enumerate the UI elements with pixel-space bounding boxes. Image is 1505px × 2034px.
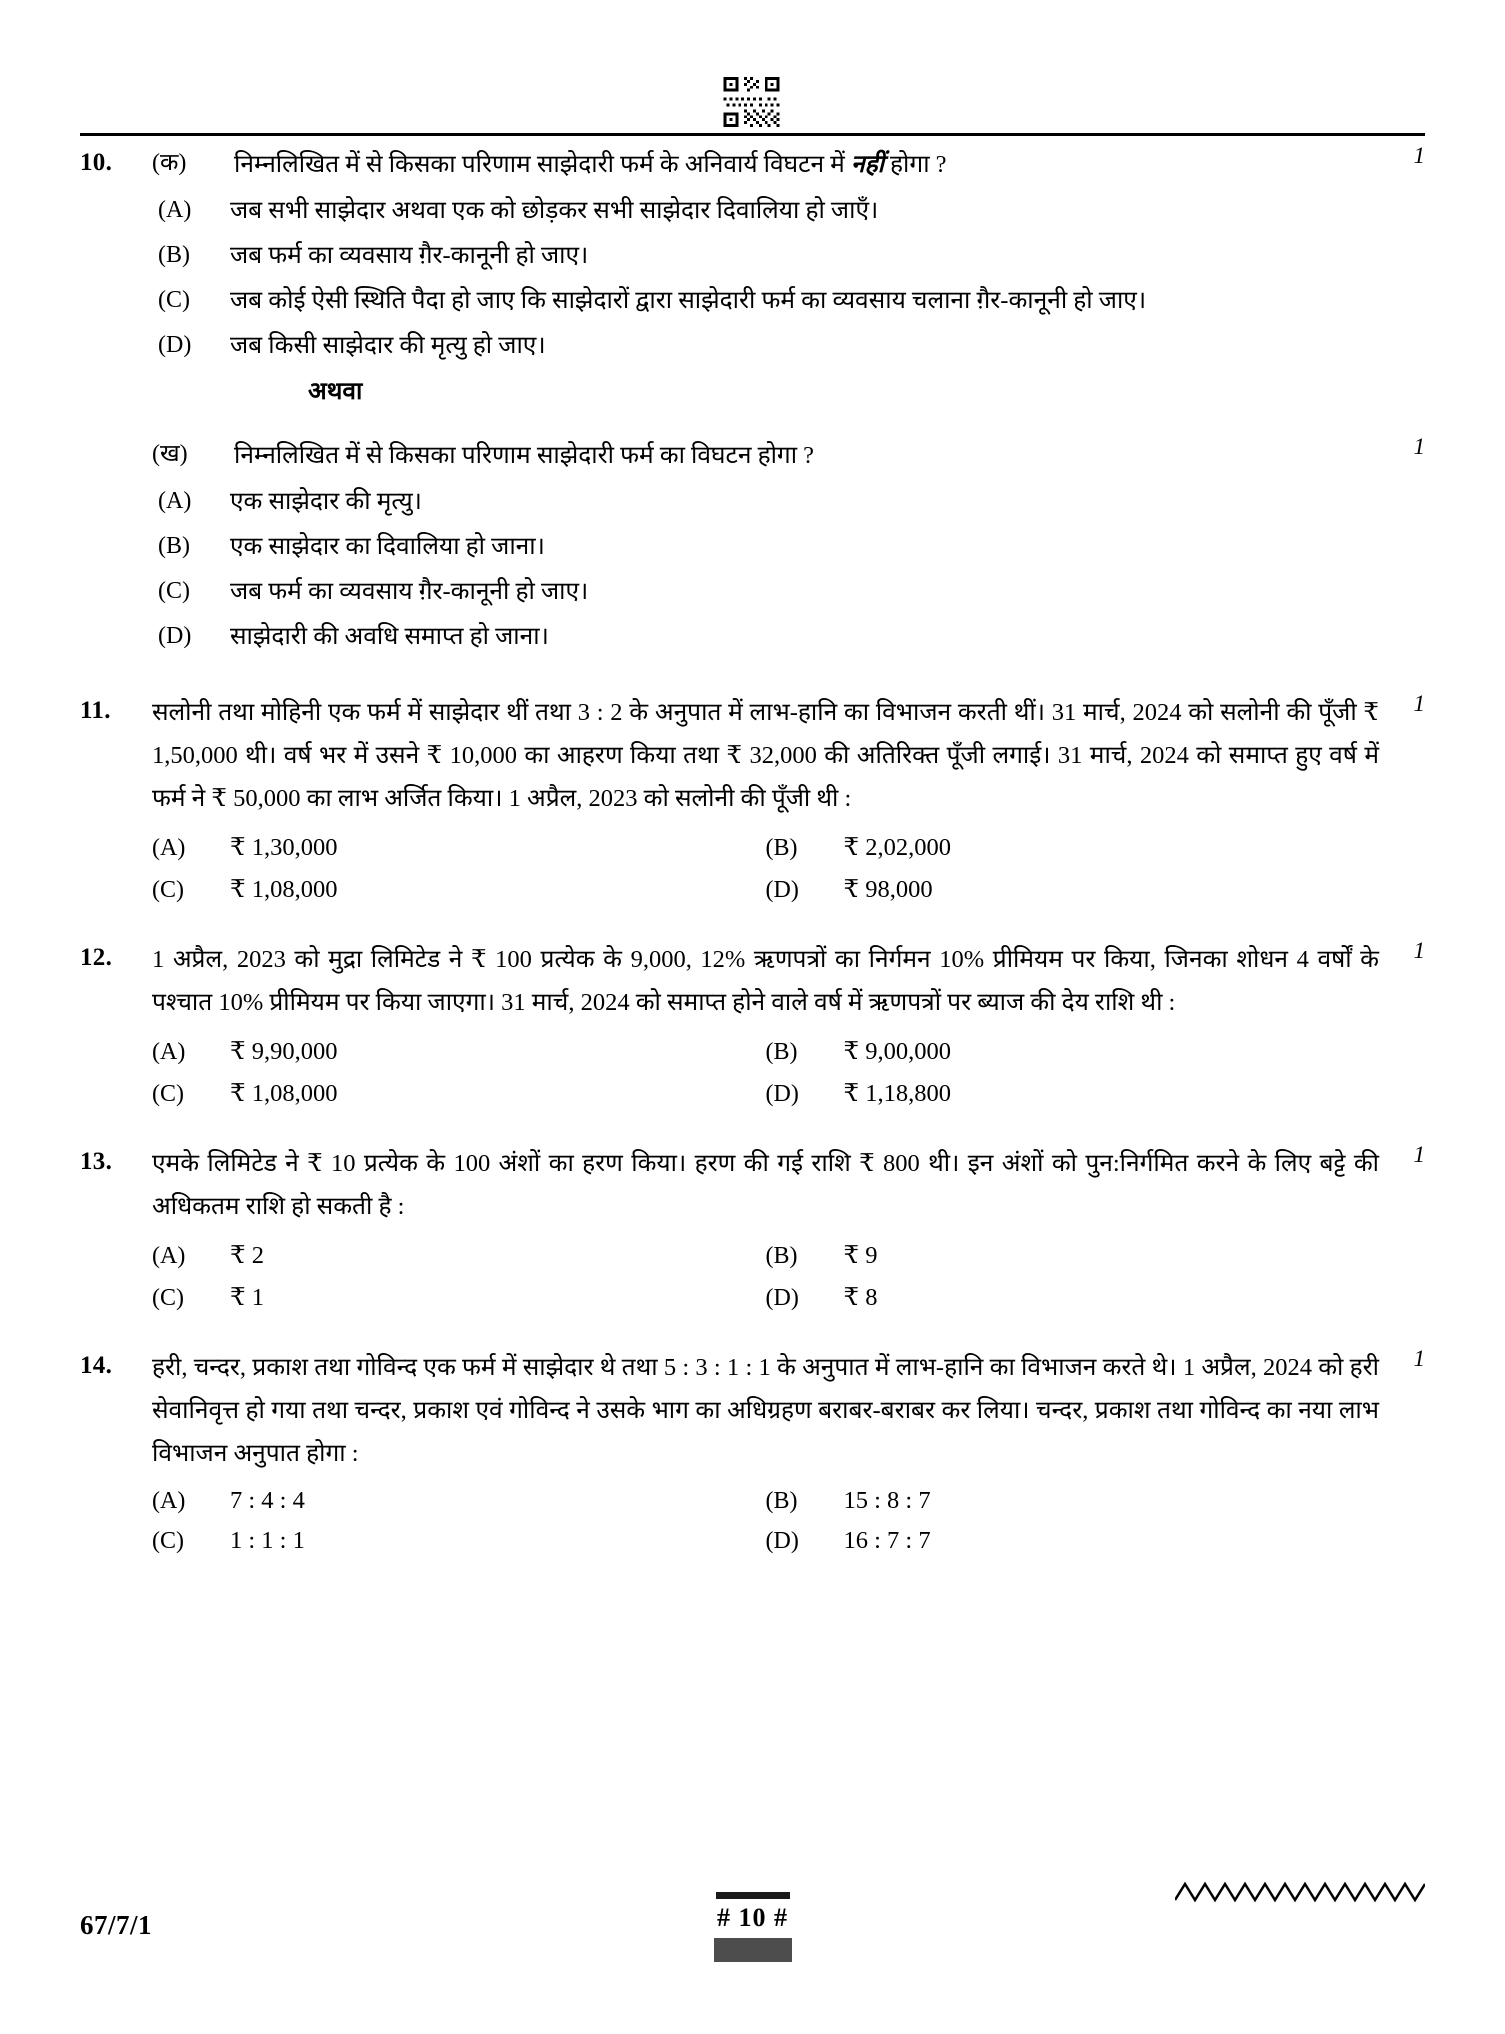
option-row[interactable] [766, 1487, 1380, 1515]
zigzag-decoration-icon [1175, 1880, 1425, 1906]
option-value: ₹ 2,02,000 [843, 834, 951, 861]
option-value: ₹ 1,08,000 [230, 1080, 338, 1107]
question-11 [80, 691, 1425, 820]
option-value: 1 : 1 : 1 [230, 1527, 305, 1554]
option-key: (B) [765, 1243, 798, 1269]
question-11-text: सलोनी तथा मोहिनी एक फर्म में साझेदार थीं तथा 3 : 2 के अनुपात में लाभ-हानि का विभाजन करती थीं। 31 मार्च, 2024 को सलोनी की पूँजी ₹ 1,50,000 थी। वर्ष भर में उसने ₹ 10,000 का आहरण किया तथा ₹ 32,000 की अतिरिक्त पूँजी लगाई। 31 मार्च, 2024 को समाप्त हुए वर्ष में फर्म ने ₹ 50,000 का लाभ अर्जित किया। 1 अप्रैल, 2023 को सलोनी की पूँजी थी : [152, 699, 1379, 812]
option-key: (C) [152, 877, 184, 903]
option-row[interactable] [766, 1282, 1380, 1312]
option-key: (B) [765, 1488, 798, 1514]
question-14-text: हरी, चन्दर, प्रकाश तथा गोविन्द एक फर्म में साझेदार थे तथा 5 : 3 : 1 : 1 के अनुपात में लाभ-हानि का विभाजन करते थे। 1 अप्रैल, 2024 को हरी सेवानिवृत्त हो गया तथा चन्दर, प्रकाश एवं गोविन्द ने उसके भाग का अधिग्रहण बराबर-बराबर कर लिया। चन्दर, प्रकाश तथा गोविन्द का नया लाभ विभाजन अनुपात होगा : [152, 1354, 1379, 1467]
page-marker [714, 1892, 792, 1962]
option-value: 7 : 4 : 4 [230, 1487, 305, 1514]
q10b-options [80, 481, 1425, 657]
question-number: 12. [80, 944, 113, 971]
question-12 [80, 938, 1425, 1024]
q14-options [80, 1487, 1425, 1555]
option-value: ₹ 1,30,000 [230, 834, 338, 861]
question-number: 10. [80, 149, 113, 176]
option-value: 16 : 7 : 7 [843, 1527, 931, 1554]
option-value: ₹ 1,18,800 [843, 1080, 951, 1107]
option-row[interactable] [766, 874, 1380, 904]
option-key: (C) [158, 578, 190, 604]
option-row[interactable] [152, 1036, 766, 1066]
option-value: जब फर्म का व्यवसाय ग़ैर-कानूनी हो जाए। [230, 578, 589, 605]
option-row[interactable] [80, 526, 1425, 567]
q11-options [80, 832, 1425, 904]
question-14 [80, 1346, 1425, 1475]
option-value: एक साझेदार का दिवालिया हो जाना। [230, 533, 545, 560]
part-label-ka: (क) [152, 150, 187, 176]
option-value: ₹ 2 [230, 1242, 264, 1269]
option-key: (B) [158, 242, 190, 268]
option-key: (D) [765, 877, 799, 903]
marks-q12: 1 [1413, 938, 1425, 963]
option-value: जब कोई ऐसी स्थिति पैदा हो जाए कि साझेदारों द्वारा साझेदारी फर्म का व्यवसाय चलाना ग़ैर-कानूनी हो जाए। [230, 287, 1147, 314]
option-value: 15 : 8 : 7 [843, 1487, 931, 1514]
option-row[interactable] [80, 571, 1425, 612]
option-row[interactable] [152, 832, 766, 862]
question-10b-text: निम्नलिखित में से किसका परिणाम साझेदारी फर्म का विघटन होगा ? [234, 442, 815, 469]
questions-container [80, 143, 1425, 1555]
option-value: ₹ 1,08,000 [230, 876, 338, 903]
option-row[interactable] [766, 832, 1380, 862]
option-value: ₹ 1 [230, 1284, 264, 1311]
option-key: (D) [765, 1528, 799, 1554]
header-divider [80, 133, 1425, 136]
option-key: (C) [152, 1528, 184, 1554]
option-row[interactable] [80, 190, 1425, 231]
question-10a-text [234, 143, 1379, 186]
marks-q11: 1 [1413, 691, 1425, 716]
option-row[interactable] [766, 1036, 1380, 1066]
option-row[interactable] [766, 1527, 1380, 1555]
part-label-kha: (ख) [152, 441, 188, 467]
option-key: (D) [158, 623, 192, 649]
option-row[interactable] [80, 235, 1425, 276]
option-key: (C) [152, 1081, 184, 1107]
option-value: ₹ 9 [843, 1242, 878, 1269]
question-number: 13. [80, 1148, 113, 1175]
question-10b [80, 434, 1425, 477]
option-key: (D) [765, 1285, 799, 1311]
option-row[interactable] [152, 1282, 766, 1312]
question-number: 11. [80, 697, 111, 724]
option-key: (C) [158, 287, 190, 313]
option-value: ₹ 9,90,000 [230, 1038, 338, 1065]
option-key: (A) [158, 488, 192, 514]
marks-q13: 1 [1413, 1142, 1425, 1167]
option-key: (A) [152, 835, 186, 861]
option-value: जब सभी साझेदार अथवा एक को छोड़कर सभी साझेदार दिवालिया हो जाएँ। [230, 197, 879, 224]
option-row[interactable] [152, 1487, 766, 1515]
option-row[interactable] [766, 1240, 1380, 1270]
option-row[interactable] [80, 325, 1425, 366]
option-key: (A) [158, 197, 192, 223]
q13-options [80, 1240, 1425, 1312]
question-13-text: एमके लिमिटेड ने ₹ 10 प्रत्येक के 100 अंशों का हरण किया। हरण की गई राशि ₹ 800 थी। इन अंशों को पुन:निर्गमित करने के लिए बट्टे की अधिकतम राशि हो सकती है : [152, 1150, 1379, 1220]
page-footer [80, 1892, 1425, 1972]
option-key: (D) [765, 1081, 799, 1107]
q12-options [80, 1036, 1425, 1108]
page-marker-bar-bottom [714, 1938, 792, 1962]
option-key: (A) [152, 1039, 186, 1065]
question-10 [80, 143, 1425, 186]
option-value: जब फर्म का व्यवसाय ग़ैर-कानूनी हो जाए। [230, 242, 589, 269]
option-row[interactable] [80, 616, 1425, 657]
marks-q10a: 1 [1413, 143, 1425, 168]
option-key: (A) [152, 1243, 186, 1269]
option-value: साझेदारी की अवधि समाप्त हो जाना। [230, 623, 549, 650]
option-row[interactable] [152, 1527, 766, 1555]
option-row[interactable] [152, 1078, 766, 1108]
option-key: (B) [158, 533, 190, 559]
q10a-text-after: होगा ? [883, 151, 947, 178]
marks-q14: 1 [1413, 1346, 1425, 1371]
or-label: अथवा [308, 378, 363, 405]
q10a-emphasis: नहीं [850, 151, 884, 178]
question-13 [80, 1142, 1425, 1228]
option-row[interactable] [152, 874, 766, 904]
option-key: (D) [158, 332, 192, 358]
option-key: (C) [152, 1285, 184, 1311]
option-key: (B) [765, 1039, 798, 1065]
option-value: ₹ 98,000 [843, 876, 933, 903]
marks-q10b: 1 [1413, 434, 1425, 459]
option-row[interactable] [80, 280, 1425, 321]
option-value: ₹ 9,00,000 [843, 1038, 951, 1065]
page-number-label: # 10 # [717, 1903, 788, 1932]
option-value: ₹ 8 [843, 1284, 878, 1311]
option-row[interactable] [80, 481, 1425, 522]
question-number: 14. [80, 1352, 113, 1379]
q10a-options [80, 190, 1425, 366]
option-row[interactable] [152, 1240, 766, 1270]
option-value: जब किसी साझेदार की मृत्यु हो जाए। [230, 332, 546, 359]
page-marker-bar-top [716, 1892, 790, 1899]
option-key: (B) [765, 835, 798, 861]
question-12-text: 1 अप्रैल, 2023 को मुद्रा लिमिटेड ने ₹ 100 प्रत्येक के 9,000, 12% ऋणपत्रों का निर्गमन 10% प्रीमियम पर किया, जिनका शोधन 4 वर्षों के पश्चात 10% प्रीमियम पर किया जाएगा। 31 मार्च, 2024 को समाप्त होने वाले वर्ष में ऋणपत्रों पर ब्याज की देय राशि थी : [152, 946, 1379, 1016]
option-row[interactable] [766, 1078, 1380, 1108]
paper-code: 67/7/1 [80, 1910, 153, 1940]
qr-code-icon [720, 74, 786, 130]
option-value: एक साझेदार की मृत्यु। [230, 488, 422, 515]
option-key: (A) [152, 1488, 186, 1514]
q10a-text-before: निम्नलिखित में से किसका परिणाम साझेदारी फर्म के अनिवार्य विघटन में [234, 151, 851, 178]
